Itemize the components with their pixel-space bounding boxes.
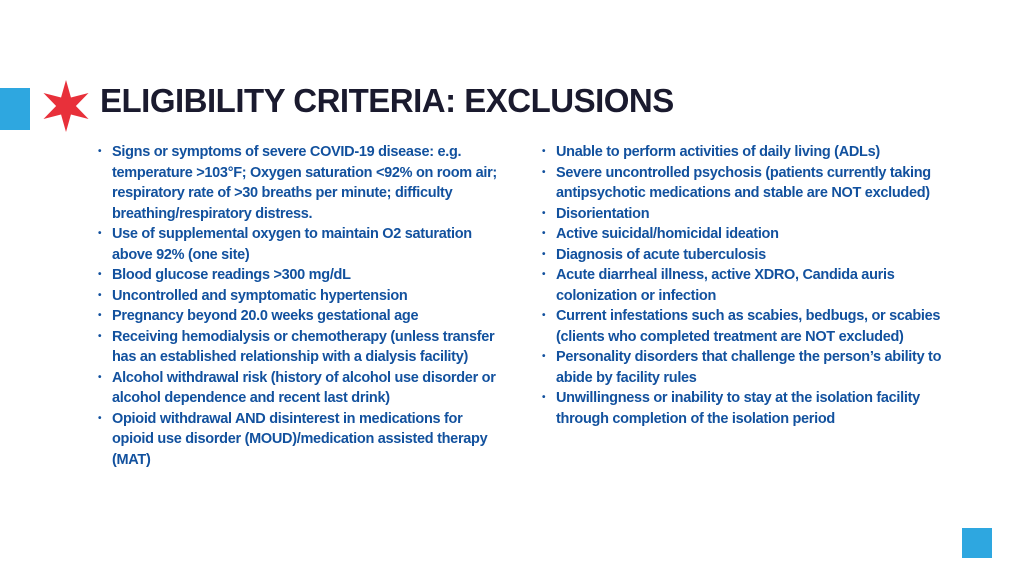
- list-item: • Blood glucose readings >300 mg/dL: [98, 265, 498, 286]
- slide-title: ELIGIBILITY CRITERIA: EXCLUSIONS: [100, 82, 674, 119]
- six-pointed-star-icon: [40, 80, 92, 132]
- list-item: • Unwillingness or inability to stay at the isolation facility through completion of the isolation period: [542, 388, 942, 429]
- accent-square-bottom-right: [962, 528, 992, 558]
- list-item: • Diagnosis of acute tuberculosis: [542, 245, 942, 266]
- exclusions-list-left: [98, 142, 498, 470]
- list-item: • Signs or symptoms of severe COVID-19 disease: e.g. temperature >103°F; Oxygen saturation <92% on room air; respiratory rate of >30 breaths per minute; difficulty breathing/respiratory distress.: [98, 142, 498, 224]
- exclusions-list-right: [542, 142, 942, 429]
- list-item: • Use of supplemental oxygen to maintain O2 saturation above 92% (one site): [98, 224, 498, 265]
- list-item: • Acute diarrheal illness, active XDRO, Candida auris colonization or infection: [542, 265, 942, 306]
- list-item: • Current infestations such as scabies, bedbugs, or scabies (clients who completed treatment are NOT excluded): [542, 306, 942, 347]
- list-item: • Unable to perform activities of daily living (ADLs): [542, 142, 942, 163]
- list-item: • Active suicidal/homicidal ideation: [542, 224, 942, 245]
- list-item: • Alcohol withdrawal risk (history of alcohol use disorder or alcohol dependence and recent last drink): [98, 368, 498, 409]
- list-item: • Opioid withdrawal AND disinterest in medications for opioid use disorder (MOUD)/medication assisted therapy (MAT): [98, 409, 498, 471]
- list-item: • Disorientation: [542, 204, 942, 225]
- list-item: • Uncontrolled and symptomatic hypertension: [98, 286, 498, 307]
- list-item: • Personality disorders that challenge the person’s ability to abide by facility rules: [542, 347, 942, 388]
- list-item: • Receiving hemodialysis or chemotherapy (unless transfer has an established relationship with a dialysis facility): [98, 327, 498, 368]
- list-item: • Severe uncontrolled psychosis (patients currently taking antipsychotic medications and stable are NOT excluded): [542, 163, 942, 204]
- accent-bar-left: [0, 88, 30, 130]
- list-item: • Pregnancy beyond 20.0 weeks gestational age: [98, 306, 498, 327]
